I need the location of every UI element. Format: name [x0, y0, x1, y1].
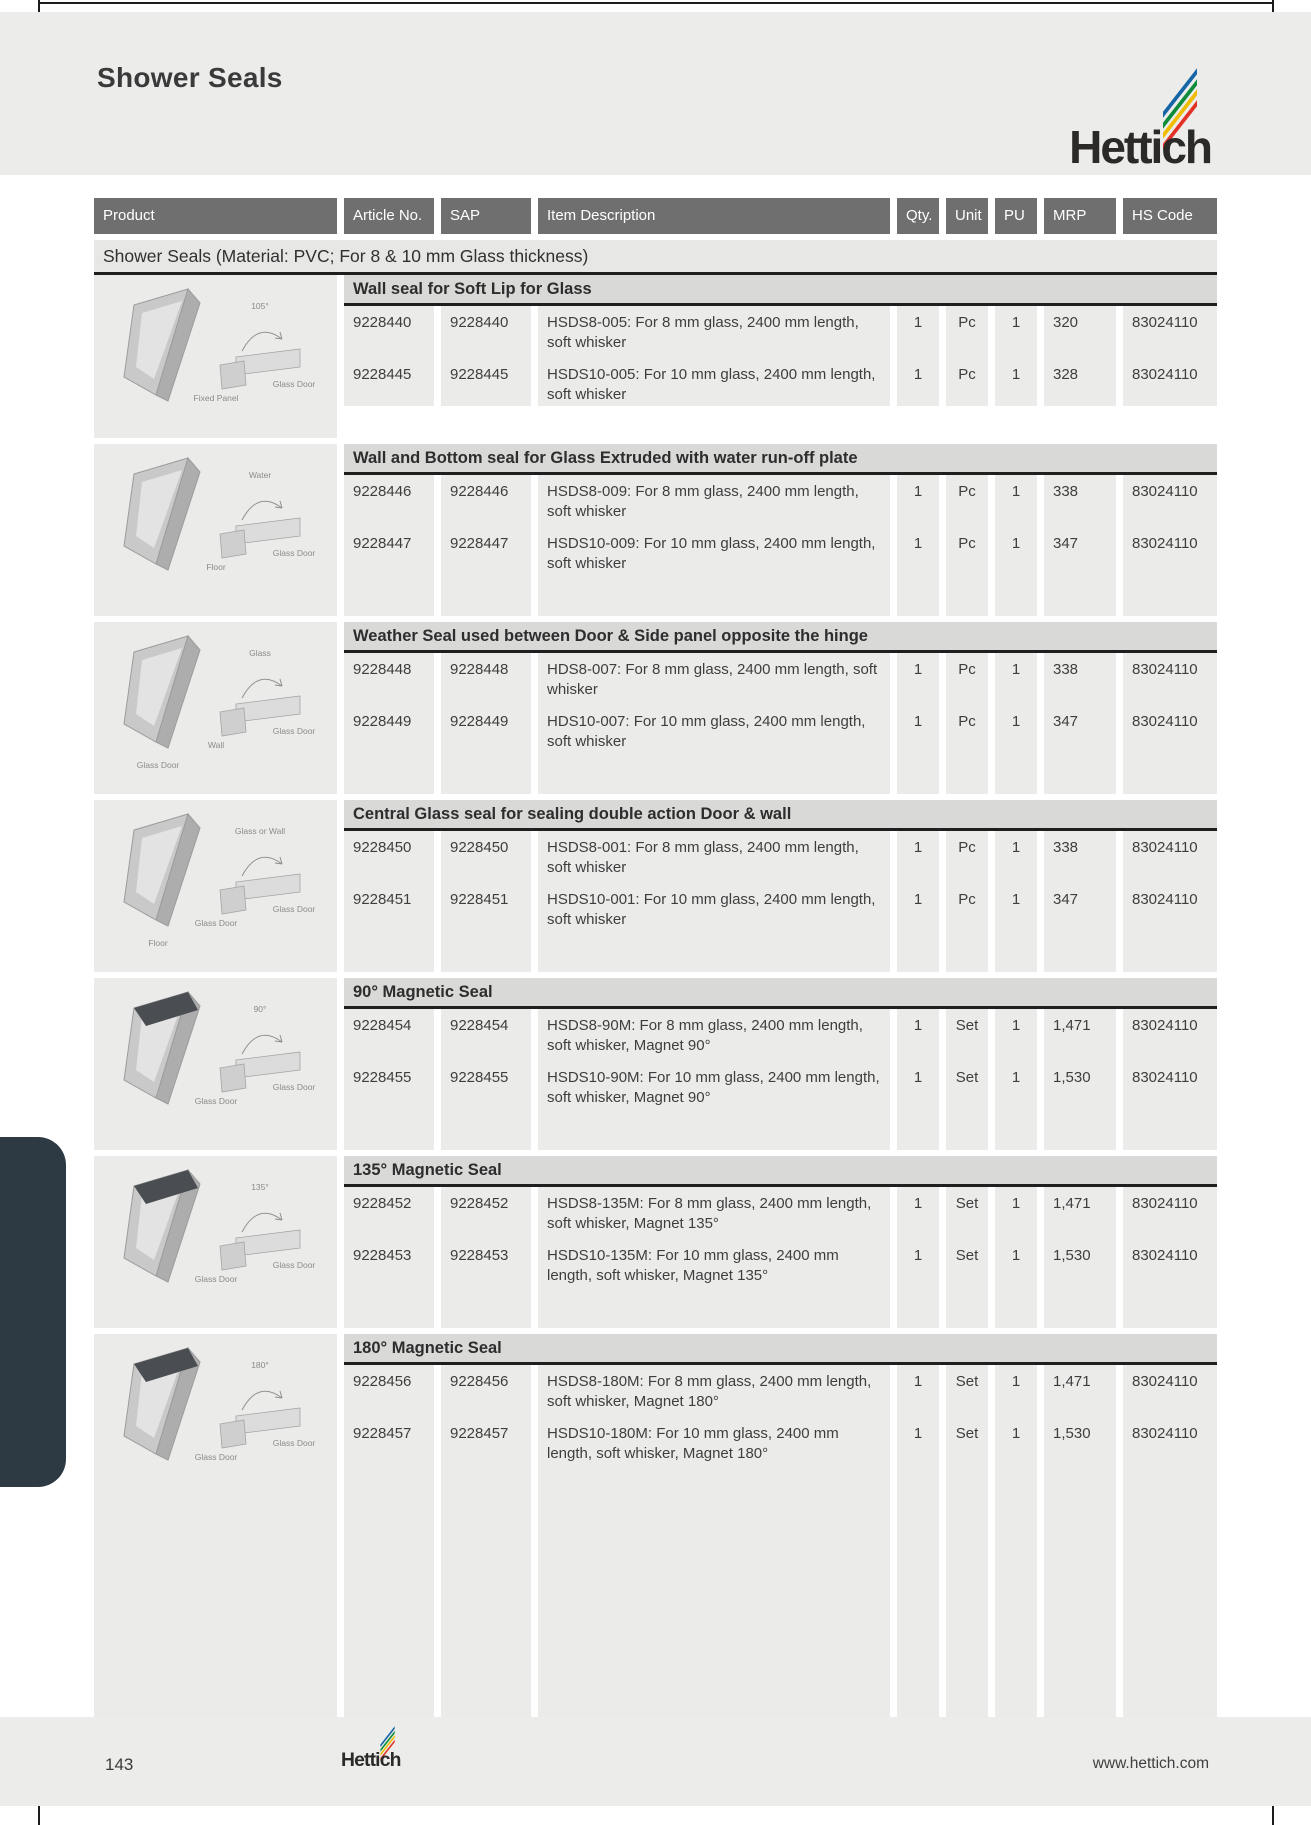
column-sap	[441, 1365, 531, 1730]
hs-code-cell: 83024110	[1132, 1017, 1198, 1034]
column-article	[344, 653, 434, 794]
mrp-cell: 1,530	[1053, 1247, 1091, 1264]
mrp-cell: 347	[1053, 891, 1079, 908]
hettich-logo-text: Hettich	[340, 1748, 401, 1771]
section-right	[344, 1156, 1217, 1328]
qty-cell: 1	[913, 314, 923, 331]
header-product: Product	[94, 198, 337, 234]
article-cell: 9228451	[353, 891, 412, 908]
header-article-no: Article No.	[344, 198, 434, 234]
column-hs_code	[1123, 306, 1217, 406]
qty-cell: 1	[913, 891, 923, 908]
illustration-label: Glass Door	[272, 904, 316, 914]
description-cell: HSDS8-005: For 8 mm glass, 2400 mm length, soft whisker	[547, 314, 859, 351]
sap-cell: 9228449	[450, 713, 509, 730]
unit-cell: Pc	[958, 713, 976, 730]
product-illustration	[94, 978, 337, 1136]
column-article	[344, 831, 434, 972]
unit-cell: Pc	[958, 483, 976, 500]
article-cell: 9228445	[353, 366, 412, 383]
unit-cell: Pc	[958, 891, 976, 908]
article-cell: 9228452	[353, 1195, 412, 1212]
illustration-label: Floor	[206, 562, 226, 572]
sap-cell: 9228445	[450, 366, 509, 383]
hs-code-cell: 83024110	[1132, 891, 1198, 908]
column-pu	[995, 1187, 1037, 1328]
section-body	[344, 475, 1217, 616]
column-hs_code	[1123, 1365, 1217, 1730]
qty-cell: 1	[913, 535, 923, 552]
column-hs_code	[1123, 1009, 1217, 1150]
column-unit	[946, 1365, 988, 1730]
column-qty	[897, 1009, 939, 1150]
hs-code-cell: 83024110	[1132, 1069, 1198, 1086]
pu-cell: 1	[1011, 1069, 1021, 1086]
article-cell: 9228449	[353, 713, 412, 730]
sap-cell: 9228446	[450, 483, 509, 500]
section-body	[344, 653, 1217, 794]
hs-code-cell: 83024110	[1132, 1425, 1198, 1442]
column-description	[538, 1365, 890, 1730]
header-unit: Unit	[946, 198, 988, 234]
column-mrp	[1044, 653, 1116, 794]
description-cell: HSDS8-009: For 8 mm glass, 2400 mm length, soft whisker	[547, 483, 859, 520]
description-cell: HSDS8-90M: For 8 mm glass, 2400 mm length, soft whisker, Magnet 90°	[547, 1017, 863, 1054]
hs-code-cell: 83024110	[1132, 661, 1198, 678]
section-body	[344, 1187, 1217, 1328]
hettich-footer-logo	[330, 1722, 401, 1769]
column-mrp	[1044, 1365, 1116, 1730]
column-article	[344, 306, 434, 406]
product-illustration	[94, 800, 337, 958]
sap-cell: 9228447	[450, 535, 509, 552]
sap-cell: 9228452	[450, 1195, 509, 1212]
illustration-label: Glass Door	[136, 760, 180, 770]
product-illustration-cell	[94, 444, 337, 616]
mrp-cell: 1,530	[1053, 1069, 1091, 1086]
product-section	[94, 978, 1217, 1150]
unit-cell: Set	[955, 1373, 979, 1390]
hettich-logo-text: Hettich	[1069, 121, 1211, 173]
illustration-label: 180°	[251, 1360, 269, 1370]
product-illustration-cell	[94, 978, 337, 1150]
column-unit	[946, 475, 988, 616]
illustration-label: Glass Door	[272, 1260, 316, 1270]
column-qty	[897, 475, 939, 616]
section-title: Wall seal for Soft Lip for Glass	[344, 275, 1217, 306]
page-title: Shower Seals	[97, 62, 283, 93]
table-header-row	[94, 198, 1217, 234]
section-body	[344, 1365, 1217, 1730]
mrp-cell: 347	[1053, 713, 1079, 730]
column-unit	[946, 653, 988, 794]
illustration-label: Floor	[148, 938, 168, 948]
unit-cell: Pc	[958, 366, 976, 383]
crop-mark-top-line	[38, 2, 1274, 4]
product-illustration	[94, 1334, 337, 1492]
description-cell: HSDS10-90M: For 10 mm glass, 2400 mm length, soft whisker, Magnet 90°	[547, 1069, 880, 1106]
illustration-label: Wall	[207, 740, 225, 750]
column-article	[344, 1365, 434, 1730]
sections-container	[94, 275, 1217, 1730]
column-description	[538, 306, 890, 406]
section-title: Wall and Bottom seal for Glass Extruded with water run-off plate	[344, 444, 1217, 475]
column-sap	[441, 306, 531, 406]
sap-cell: 9228440	[450, 314, 509, 331]
column-sap	[441, 1187, 531, 1328]
unit-cell: Pc	[958, 839, 976, 856]
column-description	[538, 475, 890, 616]
mrp-cell: 1,471	[1053, 1373, 1091, 1390]
material-note: Shower Seals (Material: PVC; For 8 & 10 mm Glass thickness)	[94, 240, 1217, 275]
column-unit	[946, 1187, 988, 1328]
section-body	[344, 831, 1217, 972]
section-right	[344, 978, 1217, 1150]
thumb-index-tab	[0, 1137, 66, 1487]
article-cell: 9228448	[353, 661, 412, 678]
column-sap	[441, 831, 531, 972]
qty-cell: 1	[913, 1195, 923, 1212]
hs-code-cell: 83024110	[1132, 1373, 1198, 1390]
description-cell: HDS8-007: For 8 mm glass, 2400 mm length, soft whisker	[547, 661, 878, 698]
column-pu	[995, 831, 1037, 972]
product-illustration	[94, 444, 337, 602]
column-sap	[441, 653, 531, 794]
column-mrp	[1044, 1009, 1116, 1150]
qty-cell: 1	[913, 1069, 923, 1086]
unit-cell: Pc	[958, 661, 976, 678]
qty-cell: 1	[913, 713, 923, 730]
article-cell: 9228456	[353, 1373, 412, 1390]
pu-cell: 1	[1011, 483, 1021, 500]
description-cell: HSDS8-001: For 8 mm glass, 2400 mm length, soft whisker	[547, 839, 859, 876]
hs-code-cell: 83024110	[1132, 535, 1198, 552]
column-hs_code	[1123, 831, 1217, 972]
mrp-cell: 320	[1053, 314, 1079, 331]
product-table	[94, 198, 1217, 1736]
mrp-cell: 338	[1053, 839, 1079, 856]
description-cell: HSDS10-180M: For 10 mm glass, 2400 mm length, soft whisker, Magnet 180°	[547, 1425, 839, 1462]
column-mrp	[1044, 831, 1116, 972]
illustration-label: Glass Door	[194, 1274, 238, 1284]
description-cell: HDS10-007: For 10 mm glass, 2400 mm length, soft whisker	[547, 713, 866, 750]
description-cell: HSDS10-009: For 10 mm glass, 2400 mm length, soft whisker	[547, 535, 876, 572]
column-qty	[897, 831, 939, 972]
website-text: www.hettich.com	[1092, 1755, 1209, 1772]
unit-cell: Set	[955, 1069, 979, 1086]
column-article	[344, 475, 434, 616]
column-pu	[995, 1009, 1037, 1150]
mrp-cell: 1,530	[1053, 1425, 1091, 1442]
unit-cell: Set	[955, 1247, 979, 1264]
column-description	[538, 1009, 890, 1150]
product-section	[94, 800, 1217, 972]
section-title: 180° Magnetic Seal	[344, 1334, 1217, 1365]
product-section	[94, 1334, 1217, 1730]
section-title: 135° Magnetic Seal	[344, 1156, 1217, 1187]
illustration-label: 90°	[253, 1004, 267, 1014]
column-description	[538, 1187, 890, 1328]
description-cell: HSDS10-001: For 10 mm glass, 2400 mm length, soft whisker	[547, 891, 876, 928]
description-cell: HSDS10-005: For 10 mm glass, 2400 mm length, soft whisker	[547, 366, 876, 403]
column-description	[538, 831, 890, 972]
hs-code-cell: 83024110	[1132, 713, 1198, 730]
hettich-logo	[1043, 58, 1211, 173]
product-illustration-cell	[94, 622, 337, 794]
product-section	[94, 444, 1217, 616]
article-cell: 9228440	[353, 314, 412, 331]
section-right	[344, 444, 1217, 616]
column-article	[344, 1009, 434, 1150]
sap-cell: 9228448	[450, 661, 509, 678]
qty-cell: 1	[913, 661, 923, 678]
illustration-label: 135°	[251, 1182, 269, 1192]
qty-cell: 1	[913, 1247, 923, 1264]
illustration-label: Glass Door	[272, 1438, 316, 1448]
header-qty: Qty.	[897, 198, 939, 234]
column-qty	[897, 653, 939, 794]
section-right	[344, 800, 1217, 972]
product-section	[94, 275, 1217, 438]
column-pu	[995, 653, 1037, 794]
header-sap: SAP	[441, 198, 531, 234]
column-sap	[441, 475, 531, 616]
product-illustration	[94, 275, 337, 433]
column-mrp	[1044, 306, 1116, 406]
description-cell: HSDS10-135M: For 10 mm glass, 2400 mm length, soft whisker, Magnet 135°	[547, 1247, 839, 1284]
mrp-cell: 338	[1053, 661, 1079, 678]
product-section	[94, 622, 1217, 794]
mrp-cell: 347	[1053, 535, 1079, 552]
hs-code-cell: 83024110	[1132, 366, 1198, 383]
article-cell: 9228457	[353, 1425, 412, 1442]
sap-cell: 9228455	[450, 1069, 509, 1086]
illustration-label: Glass or Wall	[234, 826, 286, 836]
illustration-label: Glass	[249, 648, 271, 658]
illustration-label: Glass Door	[272, 1082, 316, 1092]
column-pu	[995, 475, 1037, 616]
illustration-label: Glass Door	[272, 726, 316, 736]
pu-cell: 1	[1011, 535, 1021, 552]
page-number: 143	[105, 1755, 134, 1774]
unit-cell: Pc	[958, 314, 976, 331]
illustration-label: Fixed Panel	[193, 393, 239, 403]
pu-cell: 1	[1011, 661, 1021, 678]
section-body	[344, 1009, 1217, 1150]
qty-cell: 1	[913, 1017, 923, 1034]
description-cell: HSDS8-180M: For 8 mm glass, 2400 mm length, soft whisker, Magnet 180°	[547, 1373, 872, 1410]
product-illustration-cell	[94, 1334, 337, 1730]
column-unit	[946, 1009, 988, 1150]
qty-cell: 1	[913, 1373, 923, 1390]
unit-cell: Set	[955, 1195, 979, 1212]
unit-cell: Set	[955, 1425, 979, 1442]
section-right	[344, 275, 1217, 438]
section-title: Weather Seal used between Door & Side panel opposite the hinge	[344, 622, 1217, 653]
pu-cell: 1	[1011, 1017, 1021, 1034]
description-cell: HSDS8-135M: For 8 mm glass, 2400 mm length, soft whisker, Magnet 135°	[547, 1195, 872, 1232]
illustration-label: Glass Door	[194, 1096, 238, 1106]
article-cell: 9228453	[353, 1247, 412, 1264]
product-illustration-cell	[94, 1156, 337, 1328]
column-sap	[441, 1009, 531, 1150]
header-hs-code: HS Code	[1123, 198, 1217, 234]
column-qty	[897, 1365, 939, 1730]
column-unit	[946, 306, 988, 406]
hs-code-cell: 83024110	[1132, 1247, 1198, 1264]
section-title: 90° Magnetic Seal	[344, 978, 1217, 1009]
product-illustration	[94, 622, 337, 780]
pu-cell: 1	[1011, 891, 1021, 908]
column-mrp	[1044, 1187, 1116, 1328]
mrp-cell: 1,471	[1053, 1017, 1091, 1034]
illustration-label: Glass Door	[194, 1452, 238, 1462]
pu-cell: 1	[1011, 713, 1021, 730]
column-mrp	[1044, 475, 1116, 616]
article-cell: 9228447	[353, 535, 412, 552]
hs-code-cell: 83024110	[1132, 483, 1198, 500]
column-hs_code	[1123, 653, 1217, 794]
hs-code-cell: 83024110	[1132, 1195, 1198, 1212]
product-illustration-cell	[94, 275, 337, 438]
article-cell: 9228446	[353, 483, 412, 500]
header-item-description: Item Description	[538, 198, 890, 234]
sap-cell: 9228450	[450, 839, 509, 856]
illustration-label: 105°	[251, 301, 269, 311]
qty-cell: 1	[913, 366, 923, 383]
column-qty	[897, 306, 939, 406]
unit-cell: Set	[955, 1017, 979, 1034]
qty-cell: 1	[913, 839, 923, 856]
product-section	[94, 1156, 1217, 1328]
qty-cell: 1	[913, 1425, 923, 1442]
page-footer	[0, 1717, 1311, 1806]
pu-cell: 1	[1011, 1425, 1021, 1442]
pu-cell: 1	[1011, 1373, 1021, 1390]
pu-cell: 1	[1011, 366, 1021, 383]
sap-cell: 9228454	[450, 1017, 509, 1034]
pu-cell: 1	[1011, 839, 1021, 856]
pu-cell: 1	[1011, 1195, 1021, 1212]
article-cell: 9228454	[353, 1017, 412, 1034]
header-mrp: MRP	[1044, 198, 1116, 234]
mrp-cell: 1,471	[1053, 1195, 1091, 1212]
sap-cell: 9228453	[450, 1247, 509, 1264]
sap-cell: 9228456	[450, 1373, 509, 1390]
column-pu	[995, 306, 1037, 406]
unit-cell: Pc	[958, 535, 976, 552]
pu-cell: 1	[1011, 314, 1021, 331]
column-unit	[946, 831, 988, 972]
illustration-label: Glass Door	[194, 918, 238, 928]
section-body	[344, 306, 1217, 406]
column-description	[538, 653, 890, 794]
qty-cell: 1	[913, 483, 923, 500]
illustration-label: Water	[248, 470, 272, 480]
column-pu	[995, 1365, 1037, 1730]
column-article	[344, 1187, 434, 1328]
section-right	[344, 622, 1217, 794]
mrp-cell: 338	[1053, 483, 1079, 500]
sap-cell: 9228457	[450, 1425, 509, 1442]
section-right	[344, 1334, 1217, 1730]
article-cell: 9228450	[353, 839, 412, 856]
header-pu: PU	[995, 198, 1037, 234]
column-hs_code	[1123, 1187, 1217, 1328]
sap-cell: 9228451	[450, 891, 509, 908]
column-qty	[897, 1187, 939, 1328]
article-cell: 9228455	[353, 1069, 412, 1086]
column-hs_code	[1123, 475, 1217, 616]
section-title: Central Glass seal for sealing double action Door & wall	[344, 800, 1217, 831]
illustration-label: Glass Door	[272, 379, 316, 389]
hs-code-cell: 83024110	[1132, 839, 1198, 856]
pu-cell: 1	[1011, 1247, 1021, 1264]
product-illustration	[94, 1156, 337, 1314]
illustration-label: Glass Door	[272, 548, 316, 558]
hs-code-cell: 83024110	[1132, 314, 1198, 331]
mrp-cell: 328	[1053, 366, 1079, 383]
product-illustration-cell	[94, 800, 337, 972]
